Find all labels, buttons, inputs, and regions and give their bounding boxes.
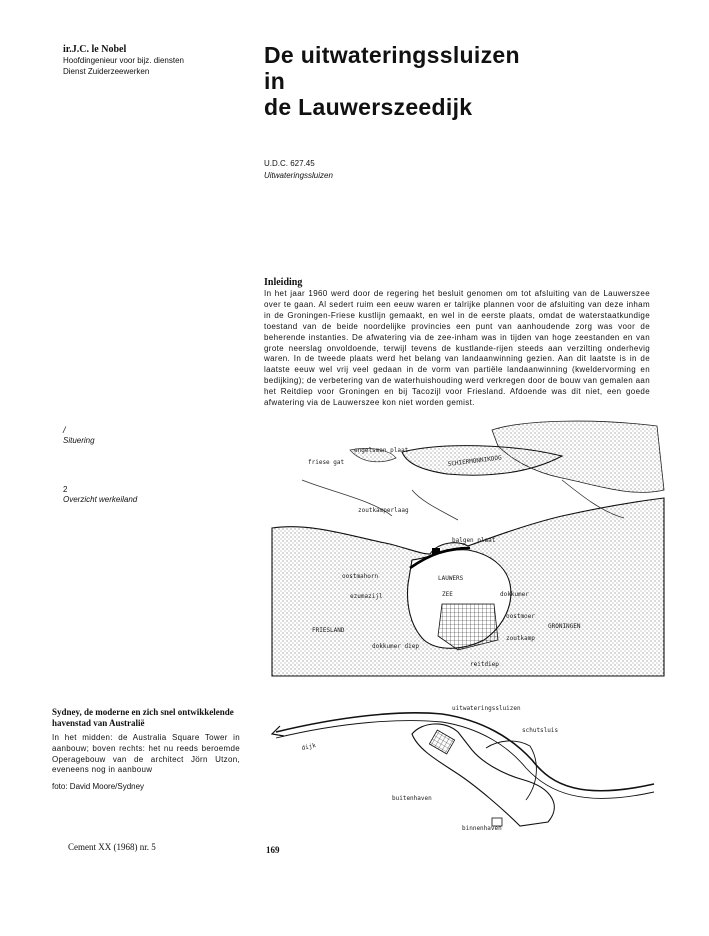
intro-heading: Inleiding: [264, 277, 303, 288]
map-label-lauwers: LAUWERS: [438, 575, 464, 582]
title-line-1: De uitwateringssluizen: [264, 42, 520, 68]
map-label-balgen-plaat: balgen plaat: [452, 537, 496, 544]
map-label-schiermonnikoog: SCHIERMONNIKOOG: [447, 454, 503, 468]
map-label-friese-gat: friese gat: [308, 459, 345, 466]
photo-credit: foto: David Moore/Sydney: [52, 782, 145, 791]
work-island-diagram: [262, 688, 658, 838]
map-label-engelsmanplaat: engelsman plaat: [354, 447, 409, 454]
map-label-friesland: FRIESLAND: [312, 627, 345, 634]
figure-2-number: 2: [63, 485, 68, 494]
author-department: Dienst Zuiderzeewerken: [63, 67, 150, 76]
diagram-label-dijk: dijk: [300, 742, 317, 752]
diagram-label-schutsluis: schutsluis: [522, 727, 559, 734]
map-label-groningen: GRONINGEN: [548, 623, 581, 630]
sluice-complex: [429, 730, 454, 754]
map-label-oostmoer: oostmoer: [506, 613, 535, 620]
situation-map: [262, 420, 672, 678]
sydney-heading: Sydney, de moderne en zich snel ontwikkelende havenstad van Australië: [52, 707, 234, 728]
map-label-zee: ZEE: [442, 591, 453, 598]
map-label-ezumazijl: ezumazijl: [350, 593, 383, 600]
page-number: 169: [266, 845, 280, 855]
journal-footer: Cement XX (1968) nr. 5: [68, 842, 156, 852]
article-title: [264, 42, 664, 120]
intro-body: In het jaar 1960 werd door de regering het besluit genomen om tot afsluiting van de Lauwerszee over te gaan. Al sedert ruim een eeuw waren er talrijke plannen voor de afsluiting van deze inham in de Groningen-Friese kustlijn gemaakt, en wel in de eerste plaats, omdat de waterstaatkundige toestand van de beide noordelijke provincies een punt van aanhoudende zorg was voor de beherende instanties. De afwatering via de zee-inham was in tijden van hoge zeestanden en van grote neerslag onvoldoende, terwijl tevens de kustlande-rijen steeds aan verzilting onderhevig waren. In de tweede plaats werd het belang van landaanwinning gezien. Aan dit laatste is in de laatste eeuw wel vrij veel gedaan in de vorm van partiële landaanwinning (kweldervorming en bedijking); de verbetering van de waterhuishouding werd verkregen door de bouw van gemalen aan het Reitdiep voor Groningen en bij Tacozijl voor Friesland. Afdoende was dit niet, een goede afwatering via de Lauwerszee kon niet worden gemist.: [264, 289, 650, 408]
sydney-body: In het midden: de Australia Square Tower in aanbouw; boven rechts: het nu reeds beroemde Operagebouw van de architect Jörn Utzon, eveneens nog in aanbouw: [52, 733, 240, 775]
dike-line-inner: [276, 721, 654, 799]
map-label-zoutkamp: zoutkamp: [506, 635, 535, 642]
author-name: ir.J.C. le Nobel: [63, 44, 127, 55]
udc-subject: Uitwateringssluizen: [264, 171, 333, 180]
sluice-marker: [432, 548, 440, 554]
title-line-2: in: [264, 68, 286, 94]
diagram-label-binnenhaven: binnenhaven: [462, 825, 502, 832]
map-label-reitdiep: reitdiep: [470, 661, 499, 668]
map-label-dokkumer-diep: dokkumer diep: [372, 643, 419, 650]
figure-2-caption: Overzicht werkeiland: [63, 495, 138, 504]
map-label-oostmahorn: oostmahorn: [342, 573, 379, 580]
diagram-label-buitenhaven: buitenhaven: [392, 795, 432, 802]
map-label-dokkumer: dokkumer: [500, 591, 529, 598]
author-role: Hoofdingenieur voor bijz. diensten: [63, 56, 184, 65]
diagram-label-uitwateringssluizen: uitwateringssluizen: [452, 705, 521, 712]
udc-code: U.D.C. 627.45: [264, 159, 315, 168]
figure-1-caption: Situering: [63, 436, 95, 445]
map-label-zoutkamperlaag: zoutkamperlaag: [358, 507, 409, 514]
title-line-3: de Lauwerszeedijk: [264, 94, 473, 120]
figure-1-number: /: [63, 425, 66, 435]
